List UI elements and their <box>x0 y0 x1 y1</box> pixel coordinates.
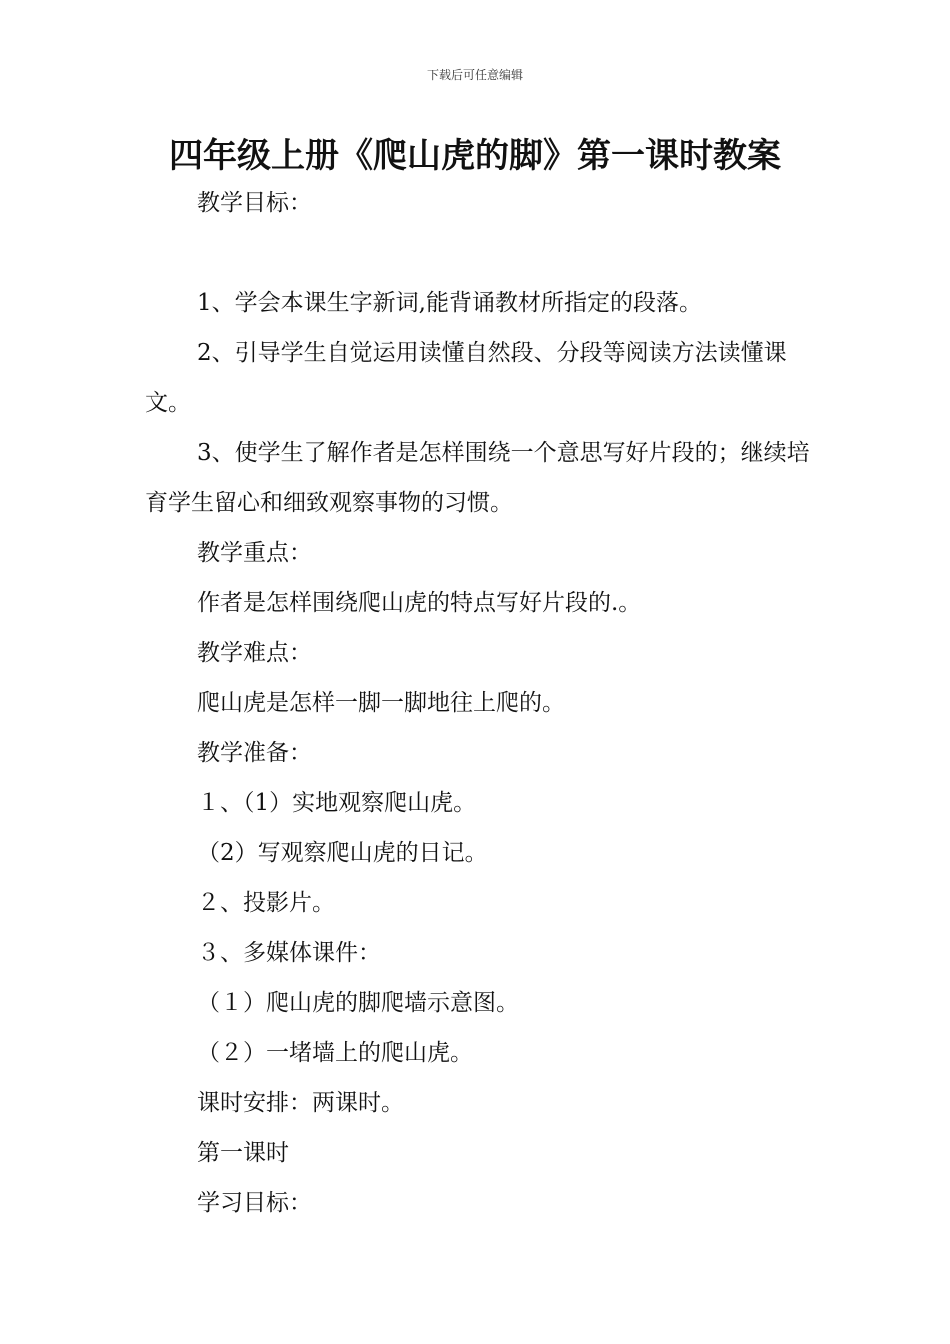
preparation-item-3-2: （２）一堵墙上的爬山虎。 <box>197 1040 473 1066</box>
preparation-item-2: ２、投影片。 <box>197 890 335 916</box>
lesson-one-heading: 第一课时 <box>197 1140 289 1166</box>
difficulty-heading: 教学难点： <box>197 640 312 666</box>
objective-item-1: 1、学会本课生字新词,能背诵教材所指定的段落。 <box>197 290 702 316</box>
difficulty-text: 爬山虎是怎样一脚一脚地往上爬的。 <box>197 690 565 716</box>
preparation-item-1: １、（1）实地观察爬山虎。 <box>197 790 477 816</box>
objective-item-3: 3、使学生了解作者是怎样围绕一个意思写好片段的；继续培育学生留心和细致观察事物的习惯。 <box>145 440 810 516</box>
key-point-text: 作者是怎样围绕爬山虎的特点写好片段的.。 <box>197 590 642 616</box>
objectives-heading: 教学目标： <box>197 190 312 216</box>
preparation-item-3: ３、多媒体课件： <box>197 940 381 966</box>
schedule-text: 课时安排：两课时。 <box>197 1090 404 1116</box>
key-point-heading: 教学重点： <box>197 540 312 566</box>
preparation-item-1-2: （2）写观察爬山虎的日记。 <box>197 840 488 866</box>
header-note: 下载后可任意编辑 <box>426 68 523 82</box>
document-title: 四年级上册《爬山虎的脚》第一课时教案 <box>169 136 781 176</box>
objective-item-2: 2、引导学生自觉运用读懂自然段、分段等阅读方法读懂课文。 <box>145 340 787 416</box>
preparation-heading: 教学准备： <box>197 740 312 766</box>
learning-goals-heading: 学习目标： <box>197 1190 312 1216</box>
preparation-item-3-1: （１）爬山虎的脚爬墙示意图。 <box>197 990 519 1016</box>
blank-line <box>145 228 815 278</box>
document-body <box>145 178 815 1228</box>
